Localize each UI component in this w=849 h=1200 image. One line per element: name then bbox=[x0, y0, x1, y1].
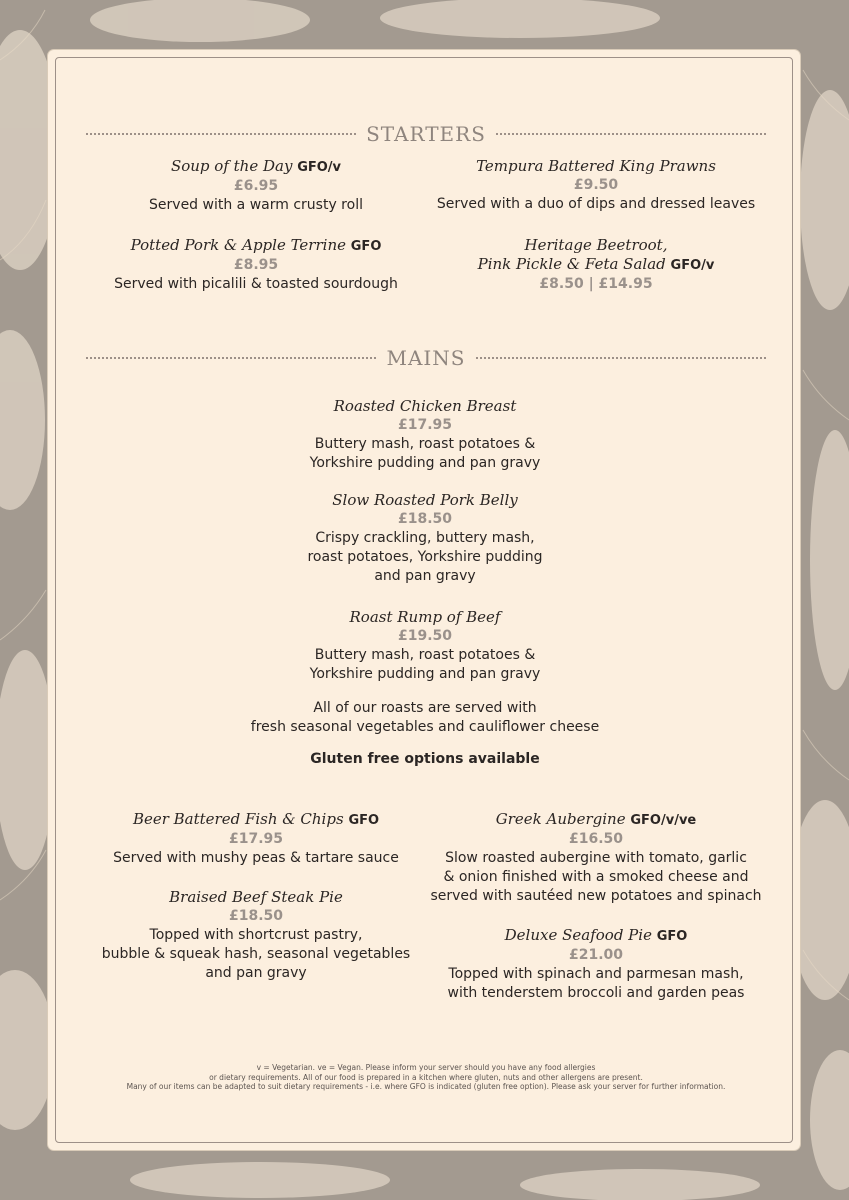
main-beef bbox=[200, 608, 650, 684]
diet-tag: GFO bbox=[348, 813, 380, 828]
item-desc-line: roast potatoes, Yorkshire pudding bbox=[307, 549, 543, 565]
item-desc: Served with a duo of dips and dressed leaves bbox=[436, 196, 756, 212]
main-steak-pie bbox=[86, 888, 426, 983]
item-desc-line: & onion finished with a smoked cheese and bbox=[443, 869, 749, 885]
item-name: Deluxe Seafood Pie GFO bbox=[504, 926, 688, 944]
footer-line: or dietary requirements. All of our food is prepared in a kitchen where gluten, nuts and other allergens are present. bbox=[209, 1072, 643, 1082]
footer-line: Many of our items can be adapted to suit dietary requirements - i.e. where GFO is indicated (gluten free option). Please ask your server for further information. bbox=[126, 1082, 726, 1091]
roast-note bbox=[150, 699, 700, 737]
header-rule-left bbox=[86, 133, 356, 135]
item-price: £17.95 bbox=[397, 417, 453, 433]
item-name: Roast Rump of Beef bbox=[349, 608, 501, 626]
item-price: £9.50 bbox=[573, 177, 619, 193]
item-price: £8.95 bbox=[233, 257, 279, 273]
item-desc: Served with a warm crusty roll bbox=[149, 197, 363, 213]
item-desc-line: served with sautéed new potatoes and spinach bbox=[430, 888, 762, 904]
item-price: £6.95 bbox=[233, 178, 279, 194]
footer-line: v = Vegetarian. ve = Vegan. Please inform your server should you have any food allergies bbox=[256, 1063, 596, 1072]
item-desc-line: Buttery mash, roast potatoes & bbox=[314, 436, 536, 452]
gluten-free-note: Gluten free options available bbox=[310, 751, 540, 767]
item-price: £19.50 bbox=[397, 628, 453, 644]
item-desc-line: Yorkshire pudding and pan gravy bbox=[309, 455, 541, 471]
item-price: £18.50 bbox=[397, 511, 453, 527]
item-name: Slow Roasted Pork Belly bbox=[332, 491, 518, 509]
item-desc-line: and pan gravy bbox=[374, 568, 476, 584]
item-desc-line: with tenderstem broccoli and garden peas bbox=[447, 985, 745, 1001]
starter-prawns bbox=[426, 157, 766, 214]
item-name-line2: Pink Pickle & Feta Salad GFO/v bbox=[477, 255, 715, 273]
item-price: £17.95 bbox=[228, 831, 284, 847]
main-pork-belly bbox=[200, 491, 650, 586]
allergen-footer bbox=[86, 1063, 766, 1092]
diet-tag: GFO/v bbox=[297, 160, 342, 175]
item-name: Greek Aubergine GFO/v/ve bbox=[495, 810, 697, 828]
item-name: Braised Beef Steak Pie bbox=[169, 888, 343, 906]
item-name: Roasted Chicken Breast bbox=[333, 397, 517, 415]
item-name: Soup of the Day GFO/v bbox=[170, 157, 342, 175]
main-chicken bbox=[200, 397, 650, 473]
item-desc-line: Slow roasted aubergine with tomato, garlic bbox=[445, 850, 747, 866]
mains-title: MAINS bbox=[386, 346, 466, 370]
main-seafood-pie bbox=[426, 926, 766, 1003]
main-greek-aubergine bbox=[426, 810, 766, 906]
item-desc: Served with picalili & toasted sourdough bbox=[114, 276, 398, 292]
starters-header bbox=[86, 122, 766, 146]
diet-tag: GFO bbox=[350, 239, 382, 254]
item-desc-line: Buttery mash, roast potatoes & bbox=[314, 647, 536, 663]
main-fish-chips bbox=[86, 810, 426, 868]
starter-terrine bbox=[86, 236, 426, 294]
item-desc-line: Served with mushy peas & tartare sauce bbox=[113, 850, 399, 866]
starter-beetroot-salad bbox=[426, 236, 766, 294]
item-desc-line: Yorkshire pudding and pan gravy bbox=[309, 666, 541, 682]
starter-soup bbox=[86, 157, 426, 215]
item-price: £21.00 bbox=[568, 947, 624, 963]
item-name: Potted Pork & Apple Terrine GFO bbox=[130, 236, 382, 254]
starters-title: STARTERS bbox=[366, 122, 486, 146]
header-rule-left bbox=[86, 357, 376, 359]
item-desc-line: Topped with shortcrust pastry, bbox=[149, 927, 363, 943]
diet-tag: GFO bbox=[656, 929, 688, 944]
header-rule-right bbox=[496, 133, 766, 135]
item-price: £18.50 bbox=[228, 908, 284, 924]
item-desc-line: Crispy crackling, buttery mash, bbox=[315, 530, 535, 546]
item-desc-line: and pan gravy bbox=[205, 965, 307, 981]
diet-tag: GFO/v/ve bbox=[630, 813, 697, 828]
item-price: £8.50 | £14.95 bbox=[539, 276, 653, 292]
item-price: £16.50 bbox=[568, 831, 624, 847]
diet-tag: GFO/v bbox=[670, 258, 715, 273]
item-name: Beer Battered Fish & Chips GFO bbox=[132, 810, 380, 828]
item-desc-line: Topped with spinach and parmesan mash, bbox=[448, 966, 744, 982]
item-name: Tempura Battered King Prawns bbox=[476, 157, 716, 175]
mains-header bbox=[86, 346, 766, 370]
item-desc-line: bubble & squeak hash, seasonal vegetables bbox=[101, 946, 411, 962]
item-name-line1: Heritage Beetroot, bbox=[524, 236, 668, 254]
roast-note-line: fresh seasonal vegetables and cauliflower cheese bbox=[250, 719, 600, 735]
roast-note-line: All of our roasts are served with bbox=[313, 700, 537, 716]
header-rule-right bbox=[476, 357, 766, 359]
